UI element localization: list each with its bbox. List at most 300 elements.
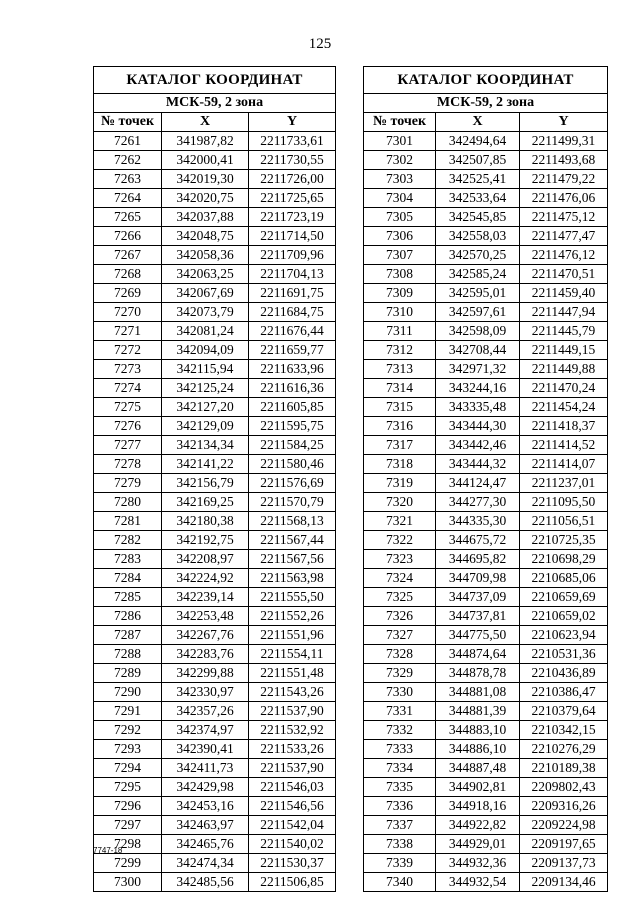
point-number-cell: 7293 xyxy=(94,740,162,759)
point-number-cell: 7325 xyxy=(364,588,436,607)
table-row xyxy=(364,189,608,208)
point-number-cell: 7301 xyxy=(364,132,436,151)
point-number-cell: 7291 xyxy=(94,702,162,721)
x-coordinate-cell: 344932,36 xyxy=(436,854,520,873)
x-coordinate-cell: 342208,97 xyxy=(162,550,249,569)
x-coordinate-cell: 342283,76 xyxy=(162,645,249,664)
x-coordinate-cell: 342507,85 xyxy=(436,151,520,170)
y-coordinate-cell: 2209224,98 xyxy=(520,816,608,835)
y-coordinate-cell: 2211684,75 xyxy=(249,303,336,322)
point-number-cell: 7318 xyxy=(364,455,436,474)
y-coordinate-cell: 2211555,50 xyxy=(249,588,336,607)
table-row xyxy=(364,208,608,227)
x-coordinate-cell: 342299,88 xyxy=(162,664,249,683)
table-row xyxy=(94,360,336,379)
point-number-cell: 7265 xyxy=(94,208,162,227)
x-coordinate-cell: 342429,98 xyxy=(162,778,249,797)
point-number-cell: 7292 xyxy=(94,721,162,740)
y-coordinate-cell: 2211567,44 xyxy=(249,531,336,550)
x-coordinate-cell: 342156,79 xyxy=(162,474,249,493)
y-coordinate-cell: 2210436,89 xyxy=(520,664,608,683)
x-coordinate-cell: 342570,25 xyxy=(436,246,520,265)
point-number-cell: 7321 xyxy=(364,512,436,531)
point-number-cell: 7317 xyxy=(364,436,436,455)
coordinate-catalog-table-left xyxy=(93,66,336,892)
table-row xyxy=(364,493,608,512)
x-coordinate-cell: 344883,10 xyxy=(436,721,520,740)
x-coordinate-cell: 342169,25 xyxy=(162,493,249,512)
y-coordinate-cell: 2211554,11 xyxy=(249,645,336,664)
x-coordinate-cell: 344737,81 xyxy=(436,607,520,626)
point-number-cell: 7331 xyxy=(364,702,436,721)
table-row xyxy=(94,854,336,873)
point-number-cell: 7319 xyxy=(364,474,436,493)
table-row xyxy=(94,189,336,208)
x-coordinate-cell: 342048,75 xyxy=(162,227,249,246)
x-coordinate-cell: 344929,01 xyxy=(436,835,520,854)
table-row xyxy=(94,626,336,645)
x-coordinate-cell: 342253,48 xyxy=(162,607,249,626)
table-row xyxy=(364,816,608,835)
point-number-cell: 7271 xyxy=(94,322,162,341)
x-coordinate-cell: 342267,76 xyxy=(162,626,249,645)
point-number-cell: 7337 xyxy=(364,816,436,835)
table-row xyxy=(94,284,336,303)
y-coordinate-cell: 2210698,29 xyxy=(520,550,608,569)
catalog-body-left xyxy=(94,132,336,892)
y-coordinate-cell: 2211704,13 xyxy=(249,265,336,284)
table-row xyxy=(94,341,336,360)
point-number-cell: 7272 xyxy=(94,341,162,360)
table-row xyxy=(364,550,608,569)
y-coordinate-cell: 2211237,01 xyxy=(520,474,608,493)
point-number-cell: 7262 xyxy=(94,151,162,170)
y-coordinate-cell: 2211616,36 xyxy=(249,379,336,398)
point-number-cell: 7328 xyxy=(364,645,436,664)
x-coordinate-cell: 342000,41 xyxy=(162,151,249,170)
point-number-cell: 7266 xyxy=(94,227,162,246)
x-coordinate-cell: 342073,79 xyxy=(162,303,249,322)
table-row xyxy=(94,816,336,835)
point-number-cell: 7263 xyxy=(94,170,162,189)
table-row xyxy=(94,493,336,512)
y-coordinate-cell: 2211709,96 xyxy=(249,246,336,265)
point-number-cell: 7302 xyxy=(364,151,436,170)
y-coordinate-cell: 2210379,64 xyxy=(520,702,608,721)
y-coordinate-cell: 2211563,98 xyxy=(249,569,336,588)
y-coordinate-cell: 2211733,61 xyxy=(249,132,336,151)
table-row xyxy=(94,512,336,531)
y-coordinate-cell: 2211414,07 xyxy=(520,455,608,474)
y-coordinate-cell: 2211576,69 xyxy=(249,474,336,493)
x-coordinate-cell: 342411,73 xyxy=(162,759,249,778)
y-coordinate-cell: 2211532,92 xyxy=(249,721,336,740)
point-number-cell: 7322 xyxy=(364,531,436,550)
x-coordinate-cell: 344124,47 xyxy=(436,474,520,493)
y-coordinate-cell: 2209316,26 xyxy=(520,797,608,816)
table-row xyxy=(94,664,336,683)
point-number-cell: 7334 xyxy=(364,759,436,778)
table-row xyxy=(94,835,336,854)
table-row xyxy=(94,721,336,740)
table-row xyxy=(364,607,608,626)
point-number-cell: 7339 xyxy=(364,854,436,873)
catalog-title: КАТАЛОГ КООРДИНАТ xyxy=(94,67,336,94)
x-coordinate-cell: 342545,85 xyxy=(436,208,520,227)
table-row xyxy=(94,645,336,664)
x-coordinate-cell: 342971,32 xyxy=(436,360,520,379)
x-coordinate-cell: 341987,82 xyxy=(162,132,249,151)
point-number-cell: 7285 xyxy=(94,588,162,607)
x-coordinate-cell: 343442,46 xyxy=(436,436,520,455)
x-coordinate-cell: 344335,30 xyxy=(436,512,520,531)
table-row xyxy=(94,474,336,493)
table-row xyxy=(364,246,608,265)
y-coordinate-cell: 2211470,51 xyxy=(520,265,608,284)
table-row xyxy=(94,607,336,626)
y-coordinate-cell: 2211691,75 xyxy=(249,284,336,303)
x-coordinate-cell: 342525,41 xyxy=(436,170,520,189)
x-coordinate-cell: 342058,36 xyxy=(162,246,249,265)
table-row xyxy=(94,132,336,151)
y-coordinate-cell: 2211725,65 xyxy=(249,189,336,208)
table-row xyxy=(94,759,336,778)
point-number-cell: 7297 xyxy=(94,816,162,835)
y-coordinate-cell: 2211449,88 xyxy=(520,360,608,379)
x-coordinate-cell: 342127,20 xyxy=(162,398,249,417)
y-coordinate-cell: 2211546,03 xyxy=(249,778,336,797)
point-number-cell: 7330 xyxy=(364,683,436,702)
point-number-cell: 7323 xyxy=(364,550,436,569)
point-number-cell: 7289 xyxy=(94,664,162,683)
y-coordinate-cell: 2211542,04 xyxy=(249,816,336,835)
table-row xyxy=(364,664,608,683)
y-coordinate-cell: 2211551,96 xyxy=(249,626,336,645)
point-number-cell: 7294 xyxy=(94,759,162,778)
x-coordinate-cell: 342465,76 xyxy=(162,835,249,854)
x-coordinate-cell: 344695,82 xyxy=(436,550,520,569)
point-number-cell: 7277 xyxy=(94,436,162,455)
x-coordinate-cell: 344932,54 xyxy=(436,873,520,892)
y-coordinate-cell: 2210725,35 xyxy=(520,531,608,550)
x-coordinate-cell: 343444,32 xyxy=(436,455,520,474)
y-coordinate-cell: 2211493,68 xyxy=(520,151,608,170)
y-coordinate-cell: 2211659,77 xyxy=(249,341,336,360)
table-row xyxy=(364,436,608,455)
table-row xyxy=(94,379,336,398)
y-coordinate-cell: 2211476,06 xyxy=(520,189,608,208)
y-coordinate-cell: 2211056,51 xyxy=(520,512,608,531)
table-row xyxy=(364,360,608,379)
point-number-cell: 7326 xyxy=(364,607,436,626)
point-number-cell: 7316 xyxy=(364,417,436,436)
point-number-cell: 7296 xyxy=(94,797,162,816)
y-coordinate-cell: 2210685,06 xyxy=(520,569,608,588)
point-number-cell: 7283 xyxy=(94,550,162,569)
table-row xyxy=(364,835,608,854)
table-row xyxy=(364,531,608,550)
y-coordinate-cell: 2211730,55 xyxy=(249,151,336,170)
x-coordinate-cell: 342595,01 xyxy=(436,284,520,303)
point-number-cell: 7286 xyxy=(94,607,162,626)
table-row xyxy=(364,284,608,303)
table-row xyxy=(364,721,608,740)
y-coordinate-cell: 2211633,96 xyxy=(249,360,336,379)
point-number-cell: 7305 xyxy=(364,208,436,227)
x-coordinate-cell: 342357,26 xyxy=(162,702,249,721)
point-number-cell: 7327 xyxy=(364,626,436,645)
x-coordinate-cell: 342453,16 xyxy=(162,797,249,816)
table-row xyxy=(364,170,608,189)
table-row xyxy=(364,265,608,284)
catalog-zone: МСК-59, 2 зона xyxy=(94,94,336,113)
point-number-cell: 7336 xyxy=(364,797,436,816)
table-row xyxy=(364,626,608,645)
table-row xyxy=(364,645,608,664)
x-coordinate-cell: 344881,39 xyxy=(436,702,520,721)
y-coordinate-cell: 2211499,31 xyxy=(520,132,608,151)
point-number-cell: 7313 xyxy=(364,360,436,379)
y-coordinate-cell: 2211676,44 xyxy=(249,322,336,341)
table-row xyxy=(94,778,336,797)
point-number-cell: 7299 xyxy=(94,854,162,873)
y-coordinate-cell: 2211447,94 xyxy=(520,303,608,322)
table-row xyxy=(364,474,608,493)
x-coordinate-cell: 344887,48 xyxy=(436,759,520,778)
coordinate-catalog-table-right xyxy=(363,66,608,892)
y-coordinate-cell: 2211449,15 xyxy=(520,341,608,360)
x-coordinate-cell: 342020,75 xyxy=(162,189,249,208)
y-coordinate-cell: 2209137,73 xyxy=(520,854,608,873)
y-coordinate-cell: 2211506,85 xyxy=(249,873,336,892)
y-coordinate-cell: 2210659,02 xyxy=(520,607,608,626)
table-row xyxy=(94,588,336,607)
table-row xyxy=(94,797,336,816)
x-coordinate-cell: 342134,34 xyxy=(162,436,249,455)
x-coordinate-cell: 342141,22 xyxy=(162,455,249,474)
point-number-cell: 7312 xyxy=(364,341,436,360)
point-number-cell: 7268 xyxy=(94,265,162,284)
table-row xyxy=(364,512,608,531)
x-coordinate-cell: 344709,98 xyxy=(436,569,520,588)
page-number: 125 xyxy=(308,36,332,52)
y-coordinate-cell: 2211546,56 xyxy=(249,797,336,816)
point-number-cell: 7264 xyxy=(94,189,162,208)
table-row xyxy=(94,569,336,588)
table-row xyxy=(364,854,608,873)
point-number-cell: 7304 xyxy=(364,189,436,208)
table-row xyxy=(94,683,336,702)
y-coordinate-cell: 2211470,24 xyxy=(520,379,608,398)
table-row xyxy=(364,132,608,151)
table-row xyxy=(364,417,608,436)
point-number-cell: 7298 xyxy=(94,835,162,854)
y-coordinate-cell: 2211723,19 xyxy=(249,208,336,227)
table-row xyxy=(364,759,608,778)
table-row xyxy=(364,398,608,417)
point-number-cell: 7329 xyxy=(364,664,436,683)
table-row xyxy=(364,303,608,322)
point-number-cell: 7276 xyxy=(94,417,162,436)
point-number-cell: 7311 xyxy=(364,322,436,341)
x-coordinate-cell: 344918,16 xyxy=(436,797,520,816)
x-coordinate-cell: 344775,50 xyxy=(436,626,520,645)
point-number-cell: 7287 xyxy=(94,626,162,645)
y-coordinate-cell: 2211418,37 xyxy=(520,417,608,436)
y-coordinate-cell: 2210386,47 xyxy=(520,683,608,702)
point-number-cell: 7274 xyxy=(94,379,162,398)
point-number-cell: 7333 xyxy=(364,740,436,759)
column-header-point-number: № точек xyxy=(364,113,436,132)
table-row xyxy=(94,151,336,170)
x-coordinate-cell: 344874,64 xyxy=(436,645,520,664)
point-number-cell: 7310 xyxy=(364,303,436,322)
x-coordinate-cell: 342019,30 xyxy=(162,170,249,189)
x-coordinate-cell: 342115,94 xyxy=(162,360,249,379)
table-row xyxy=(364,455,608,474)
point-number-cell: 7270 xyxy=(94,303,162,322)
table-row xyxy=(94,398,336,417)
point-number-cell: 7335 xyxy=(364,778,436,797)
x-coordinate-cell: 342224,92 xyxy=(162,569,249,588)
table-row xyxy=(364,588,608,607)
catalog-zone: МСК-59, 2 зона xyxy=(364,94,608,113)
table-row xyxy=(94,265,336,284)
x-coordinate-cell: 343444,30 xyxy=(436,417,520,436)
table-row xyxy=(94,246,336,265)
column-header-x: X xyxy=(436,113,520,132)
table-row xyxy=(94,873,336,892)
y-coordinate-cell: 2211551,48 xyxy=(249,664,336,683)
y-coordinate-cell: 2211445,79 xyxy=(520,322,608,341)
x-coordinate-cell: 342129,09 xyxy=(162,417,249,436)
point-number-cell: 7278 xyxy=(94,455,162,474)
point-number-cell: 7269 xyxy=(94,284,162,303)
y-coordinate-cell: 2211552,26 xyxy=(249,607,336,626)
point-number-cell: 7290 xyxy=(94,683,162,702)
x-coordinate-cell: 342180,38 xyxy=(162,512,249,531)
column-header-y: Y xyxy=(249,113,336,132)
y-coordinate-cell: 2211568,13 xyxy=(249,512,336,531)
x-coordinate-cell: 342598,09 xyxy=(436,322,520,341)
table-row xyxy=(364,683,608,702)
x-coordinate-cell: 344675,72 xyxy=(436,531,520,550)
y-coordinate-cell: 2211537,90 xyxy=(249,759,336,778)
y-coordinate-cell: 2211479,22 xyxy=(520,170,608,189)
y-coordinate-cell: 2211533,26 xyxy=(249,740,336,759)
table-row xyxy=(94,227,336,246)
table-row xyxy=(94,170,336,189)
point-number-cell: 7280 xyxy=(94,493,162,512)
x-coordinate-cell: 344922,82 xyxy=(436,816,520,835)
point-number-cell: 7267 xyxy=(94,246,162,265)
point-number-cell: 7314 xyxy=(364,379,436,398)
point-number-cell: 7279 xyxy=(94,474,162,493)
y-coordinate-cell: 2211530,37 xyxy=(249,854,336,873)
y-coordinate-cell: 2209197,65 xyxy=(520,835,608,854)
table-row xyxy=(94,303,336,322)
y-coordinate-cell: 2211567,56 xyxy=(249,550,336,569)
y-coordinate-cell: 2211605,85 xyxy=(249,398,336,417)
table-row xyxy=(364,227,608,246)
x-coordinate-cell: 343335,48 xyxy=(436,398,520,417)
y-coordinate-cell: 2211540,02 xyxy=(249,835,336,854)
table-row xyxy=(94,740,336,759)
x-coordinate-cell: 344902,81 xyxy=(436,778,520,797)
table-row xyxy=(364,740,608,759)
y-coordinate-cell: 2211543,26 xyxy=(249,683,336,702)
y-coordinate-cell: 2209802,43 xyxy=(520,778,608,797)
y-coordinate-cell: 2211454,24 xyxy=(520,398,608,417)
x-coordinate-cell: 344277,30 xyxy=(436,493,520,512)
x-coordinate-cell: 342374,97 xyxy=(162,721,249,740)
y-coordinate-cell: 2210623,94 xyxy=(520,626,608,645)
x-coordinate-cell: 344886,10 xyxy=(436,740,520,759)
table-row xyxy=(94,322,336,341)
table-row xyxy=(364,151,608,170)
y-coordinate-cell: 2211570,79 xyxy=(249,493,336,512)
x-coordinate-cell: 344878,78 xyxy=(436,664,520,683)
x-coordinate-cell: 343244,16 xyxy=(436,379,520,398)
column-header-x: X xyxy=(162,113,249,132)
table-row xyxy=(94,455,336,474)
y-coordinate-cell: 2211476,12 xyxy=(520,246,608,265)
x-coordinate-cell: 342494,64 xyxy=(436,132,520,151)
point-number-cell: 7308 xyxy=(364,265,436,284)
y-coordinate-cell: 2211580,46 xyxy=(249,455,336,474)
table-row xyxy=(94,550,336,569)
y-coordinate-cell: 2211595,75 xyxy=(249,417,336,436)
y-coordinate-cell: 2210342,15 xyxy=(520,721,608,740)
catalog-body-right xyxy=(364,132,608,892)
table-row xyxy=(94,702,336,721)
table-row xyxy=(94,208,336,227)
y-coordinate-cell: 2211537,90 xyxy=(249,702,336,721)
point-number-cell: 7273 xyxy=(94,360,162,379)
x-coordinate-cell: 342037,88 xyxy=(162,208,249,227)
x-coordinate-cell: 344881,08 xyxy=(436,683,520,702)
x-coordinate-cell: 342474,34 xyxy=(162,854,249,873)
x-coordinate-cell: 342067,69 xyxy=(162,284,249,303)
point-number-cell: 7261 xyxy=(94,132,162,151)
point-number-cell: 7295 xyxy=(94,778,162,797)
x-coordinate-cell: 342063,25 xyxy=(162,265,249,284)
table-row xyxy=(94,436,336,455)
y-coordinate-cell: 2210276,29 xyxy=(520,740,608,759)
point-number-cell: 7307 xyxy=(364,246,436,265)
point-number-cell: 7309 xyxy=(364,284,436,303)
x-coordinate-cell: 342533,64 xyxy=(436,189,520,208)
y-coordinate-cell: 2211477,47 xyxy=(520,227,608,246)
y-coordinate-cell: 2210659,69 xyxy=(520,588,608,607)
point-number-cell: 7288 xyxy=(94,645,162,664)
point-number-cell: 7332 xyxy=(364,721,436,740)
x-coordinate-cell: 342125,24 xyxy=(162,379,249,398)
x-coordinate-cell: 344737,09 xyxy=(436,588,520,607)
y-coordinate-cell: 2211414,52 xyxy=(520,436,608,455)
x-coordinate-cell: 342239,14 xyxy=(162,588,249,607)
x-coordinate-cell: 342330,97 xyxy=(162,683,249,702)
point-number-cell: 7320 xyxy=(364,493,436,512)
x-coordinate-cell: 342081,24 xyxy=(162,322,249,341)
y-coordinate-cell: 2211475,12 xyxy=(520,208,608,227)
table-row xyxy=(364,778,608,797)
table-row xyxy=(364,379,608,398)
y-coordinate-cell: 2211459,40 xyxy=(520,284,608,303)
y-coordinate-cell: 2211584,25 xyxy=(249,436,336,455)
y-coordinate-cell: 2211095,50 xyxy=(520,493,608,512)
column-header-y: Y xyxy=(520,113,608,132)
